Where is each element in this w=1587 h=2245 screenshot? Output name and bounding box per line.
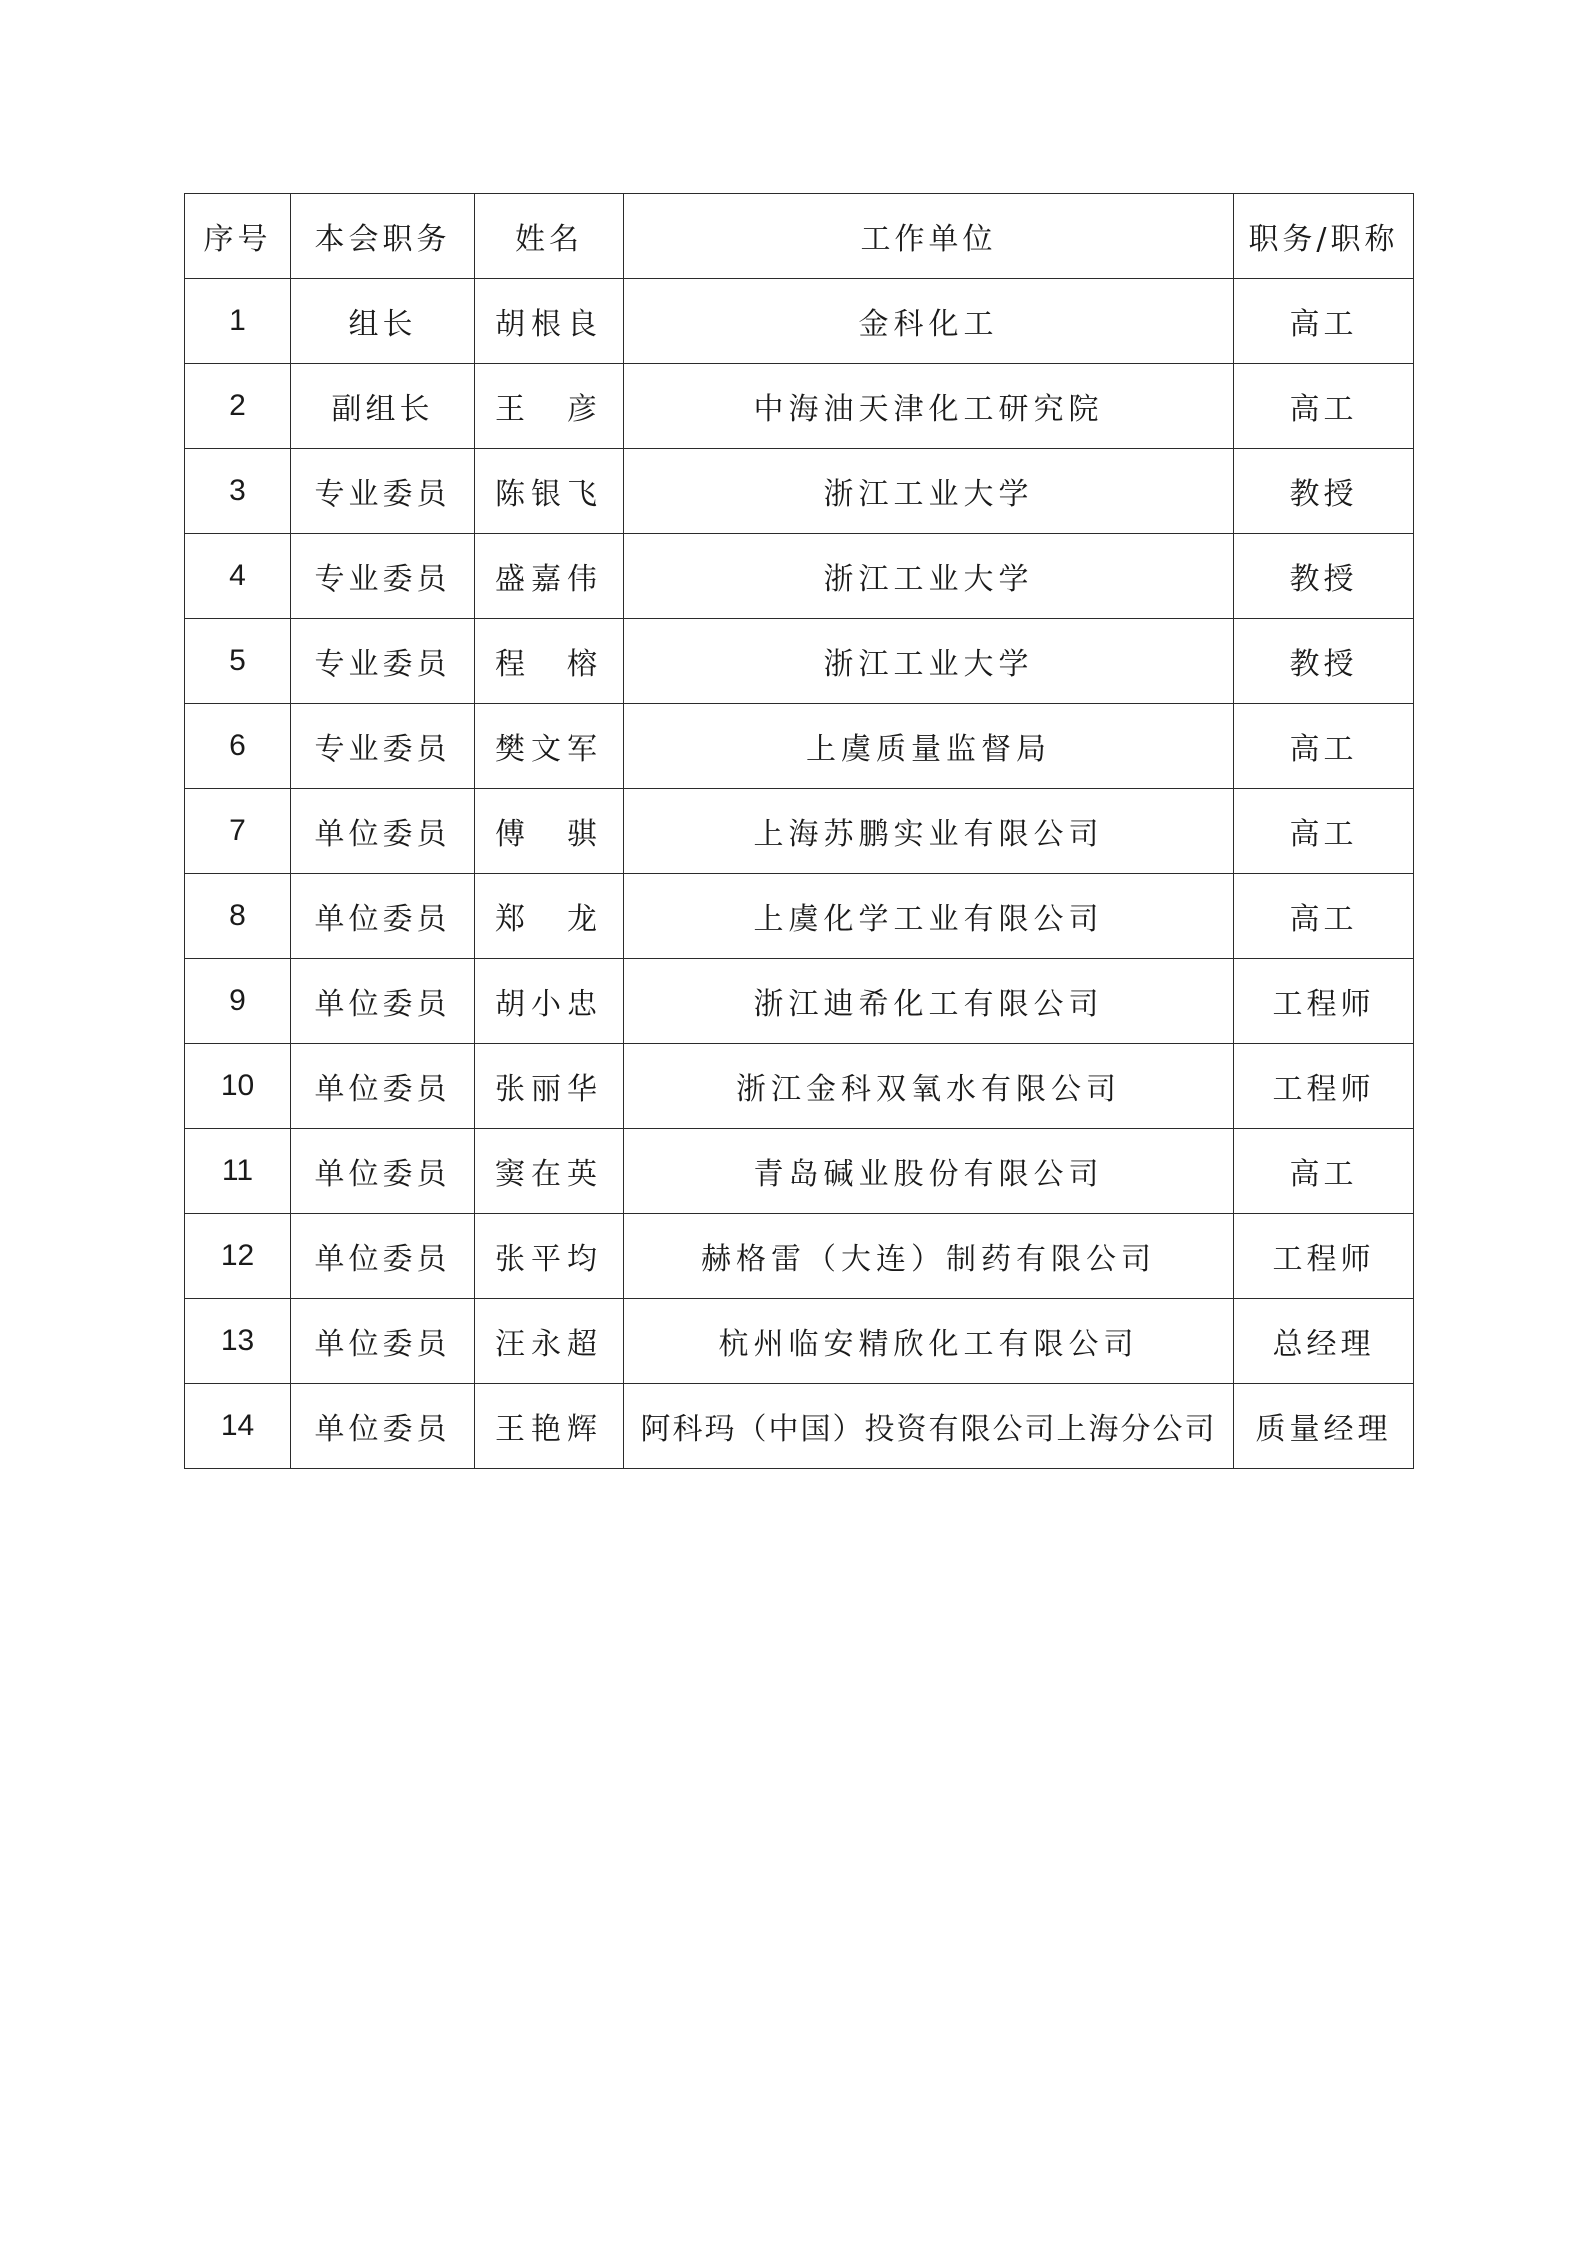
cell-title: 高工 <box>1234 364 1414 449</box>
cell-name: 胡根良 <box>475 279 624 364</box>
cell-org: 青岛碱业股份有限公司 <box>624 1129 1234 1214</box>
cell-org: 金科化工 <box>624 279 1234 364</box>
cell-role: 单位委员 <box>291 874 475 959</box>
cell-index: 8 <box>185 874 291 959</box>
header-role: 本会职务 <box>291 194 475 279</box>
table-row <box>185 1299 1414 1384</box>
cell-org: 中海油天津化工研究院 <box>624 364 1234 449</box>
cell-role: 单位委员 <box>291 1299 475 1384</box>
cell-index: 11 <box>185 1129 291 1214</box>
cell-org: 阿科玛（中国）投资有限公司上海分公司 <box>624 1384 1234 1469</box>
cell-name: 窦在英 <box>475 1129 624 1214</box>
cell-name: 樊文军 <box>475 704 624 789</box>
cell-role: 专业委员 <box>291 704 475 789</box>
cell-title: 工程师 <box>1234 1214 1414 1299</box>
cell-title: 教授 <box>1234 619 1414 704</box>
table-row <box>185 534 1414 619</box>
cell-title: 工程师 <box>1234 1044 1414 1129</box>
header-title: 职务/职称 <box>1234 194 1414 279</box>
cell-role: 专业委员 <box>291 534 475 619</box>
cell-index: 14 <box>185 1384 291 1469</box>
cell-org: 浙江工业大学 <box>624 534 1234 619</box>
cell-title: 高工 <box>1234 704 1414 789</box>
cell-org: 浙江工业大学 <box>624 619 1234 704</box>
cell-name: 胡小忠 <box>475 959 624 1044</box>
cell-title: 高工 <box>1234 789 1414 874</box>
table-row <box>185 959 1414 1044</box>
cell-role: 组长 <box>291 279 475 364</box>
cell-title: 工程师 <box>1234 959 1414 1044</box>
table-row <box>185 1044 1414 1129</box>
cell-index: 5 <box>185 619 291 704</box>
table-row <box>185 1384 1414 1469</box>
cell-org: 赫格雷（大连）制药有限公司 <box>624 1214 1234 1299</box>
cell-name: 王艳辉 <box>475 1384 624 1469</box>
table-header-row <box>185 194 1414 279</box>
cell-role: 副组长 <box>291 364 475 449</box>
cell-role: 单位委员 <box>291 1384 475 1469</box>
table-row <box>185 449 1414 534</box>
table-row <box>185 874 1414 959</box>
cell-title: 高工 <box>1234 874 1414 959</box>
cell-name: 郑 龙 <box>475 874 624 959</box>
cell-name: 张丽华 <box>475 1044 624 1129</box>
cell-index: 6 <box>185 704 291 789</box>
cell-title: 教授 <box>1234 449 1414 534</box>
cell-org: 上虞质量监督局 <box>624 704 1234 789</box>
cell-role: 单位委员 <box>291 789 475 874</box>
cell-title: 总经理 <box>1234 1299 1414 1384</box>
cell-name: 盛嘉伟 <box>475 534 624 619</box>
cell-role: 单位委员 <box>291 1129 475 1214</box>
cell-name: 程 榕 <box>475 619 624 704</box>
cell-role: 专业委员 <box>291 619 475 704</box>
cell-org: 上虞化学工业有限公司 <box>624 874 1234 959</box>
cell-org: 杭州临安精欣化工有限公司 <box>624 1299 1234 1384</box>
cell-name: 张平均 <box>475 1214 624 1299</box>
cell-org: 上海苏鹏实业有限公司 <box>624 789 1234 874</box>
table-row <box>185 619 1414 704</box>
cell-title: 高工 <box>1234 1129 1414 1214</box>
cell-role: 单位委员 <box>291 1214 475 1299</box>
cell-name: 陈银飞 <box>475 449 624 534</box>
table-row <box>185 704 1414 789</box>
table-row <box>185 364 1414 449</box>
cell-index: 12 <box>185 1214 291 1299</box>
cell-name: 王 彦 <box>475 364 624 449</box>
cell-org: 浙江工业大学 <box>624 449 1234 534</box>
cell-role: 单位委员 <box>291 1044 475 1129</box>
cell-role: 单位委员 <box>291 959 475 1044</box>
cell-index: 2 <box>185 364 291 449</box>
committee-members-table <box>184 193 1414 1469</box>
header-org: 工作单位 <box>624 194 1234 279</box>
cell-org: 浙江金科双氧水有限公司 <box>624 1044 1234 1129</box>
table-row <box>185 1129 1414 1214</box>
header-name: 姓名 <box>475 194 624 279</box>
table-row <box>185 789 1414 874</box>
cell-index: 13 <box>185 1299 291 1384</box>
cell-title: 高工 <box>1234 279 1414 364</box>
cell-org: 浙江迪希化工有限公司 <box>624 959 1234 1044</box>
table-row <box>185 279 1414 364</box>
cell-role: 专业委员 <box>291 449 475 534</box>
cell-index: 4 <box>185 534 291 619</box>
cell-index: 7 <box>185 789 291 874</box>
cell-title: 教授 <box>1234 534 1414 619</box>
header-index: 序号 <box>185 194 291 279</box>
cell-index: 9 <box>185 959 291 1044</box>
cell-name: 傅 骐 <box>475 789 624 874</box>
cell-index: 10 <box>185 1044 291 1129</box>
cell-name: 汪永超 <box>475 1299 624 1384</box>
cell-index: 1 <box>185 279 291 364</box>
cell-index: 3 <box>185 449 291 534</box>
cell-title: 质量经理 <box>1234 1384 1414 1469</box>
table-row <box>185 1214 1414 1299</box>
